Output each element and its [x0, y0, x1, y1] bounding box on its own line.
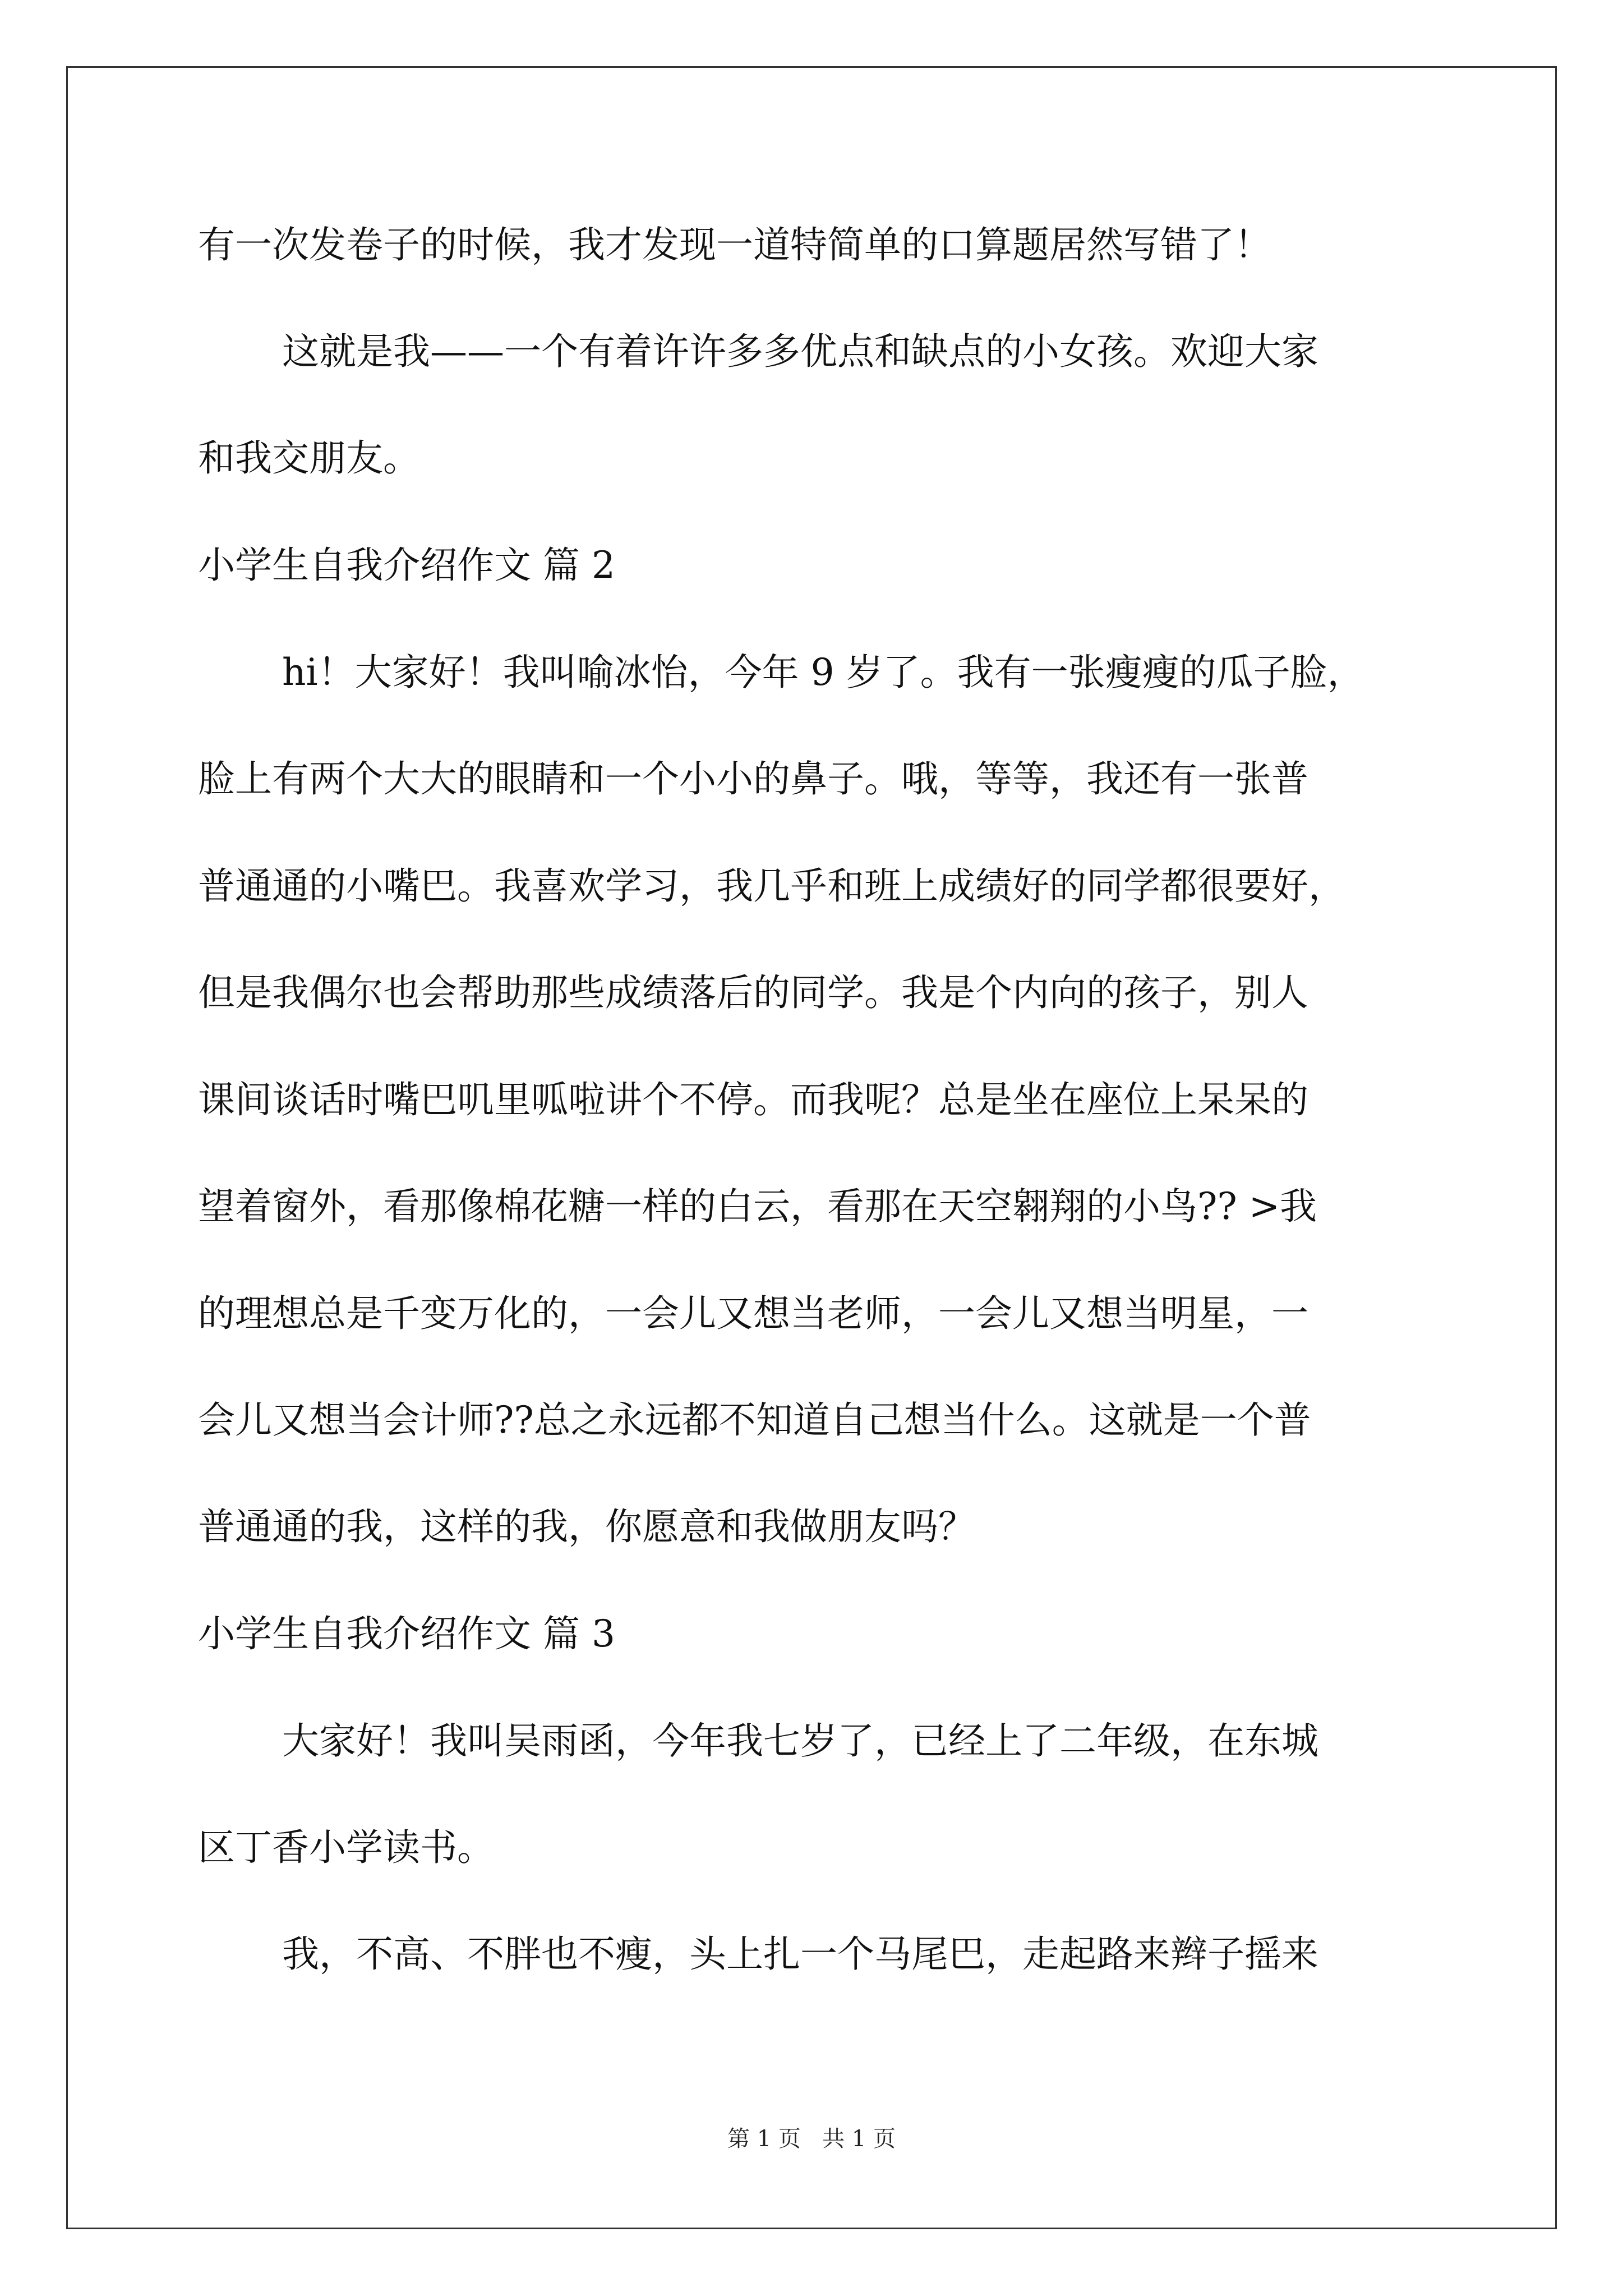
paragraph-first-line: 我，不高、不胖也不瘦，头上扎一个马尾巴，走起路来辫子摇来 — [282, 1932, 1318, 1976]
page-footer — [0, 2125, 1623, 2152]
paragraph-first-line: hi！大家好！我叫喻冰怡，今年 9 岁了。我有一张瘦瘦的瓜子脸， — [282, 651, 1364, 694]
text-line: 有一次发卷子的时候，我才发现一道特简单的口算题居然写错了！ — [198, 223, 1271, 266]
text-line: 区丁香小学读书。 — [198, 1826, 494, 1869]
page-total: 共 1 页 — [822, 2126, 896, 2152]
text-line: 脸上有两个大大的眼睛和一个小小的鼻子。哦，等等，我还有一张普 — [198, 757, 1308, 800]
section-heading: 小学生自我介绍作文 篇 2 — [198, 544, 615, 587]
text-line: 和我交朋友。 — [198, 436, 420, 480]
text-line: 普通通的我，这样的我，你愿意和我做朋友吗？ — [198, 1505, 975, 1548]
text-line: 普通通的小嘴巴。我喜欢学习，我几乎和班上成绩好的同学都很要好， — [198, 864, 1345, 908]
page-number: 第 1 页 — [727, 2126, 801, 2152]
paragraph-first-line: 这就是我——一个有着许许多多优点和缺点的小女孩。欢迎大家 — [282, 330, 1318, 373]
page-frame — [66, 66, 1557, 2229]
section-heading: 小学生自我介绍作文 篇 3 — [198, 1612, 615, 1655]
paragraph-first-line: 大家好！我叫吴雨函，今年我七岁了，已经上了二年级，在东城 — [282, 1719, 1318, 1763]
text-line: 但是我偶尔也会帮助那些成绩落后的同学。我是个内向的孩子，别人 — [198, 971, 1308, 1014]
text-line: 会儿又想当会计师??总之永远都不知道自己想当什么。这就是一个普 — [198, 1398, 1311, 1442]
text-line: 的理想总是千变万化的，一会儿又想当老师，一会儿又想当明星，一 — [198, 1292, 1308, 1335]
text-line: 课间谈话时嘴巴叽里呱啦讲个不停。而我呢？总是坐在座位上呆呆的 — [198, 1078, 1308, 1121]
text-line: 望着窗外，看那像棉花糖一样的白云，看那在天空翱翔的小鸟?? >我 — [198, 1185, 1317, 1228]
